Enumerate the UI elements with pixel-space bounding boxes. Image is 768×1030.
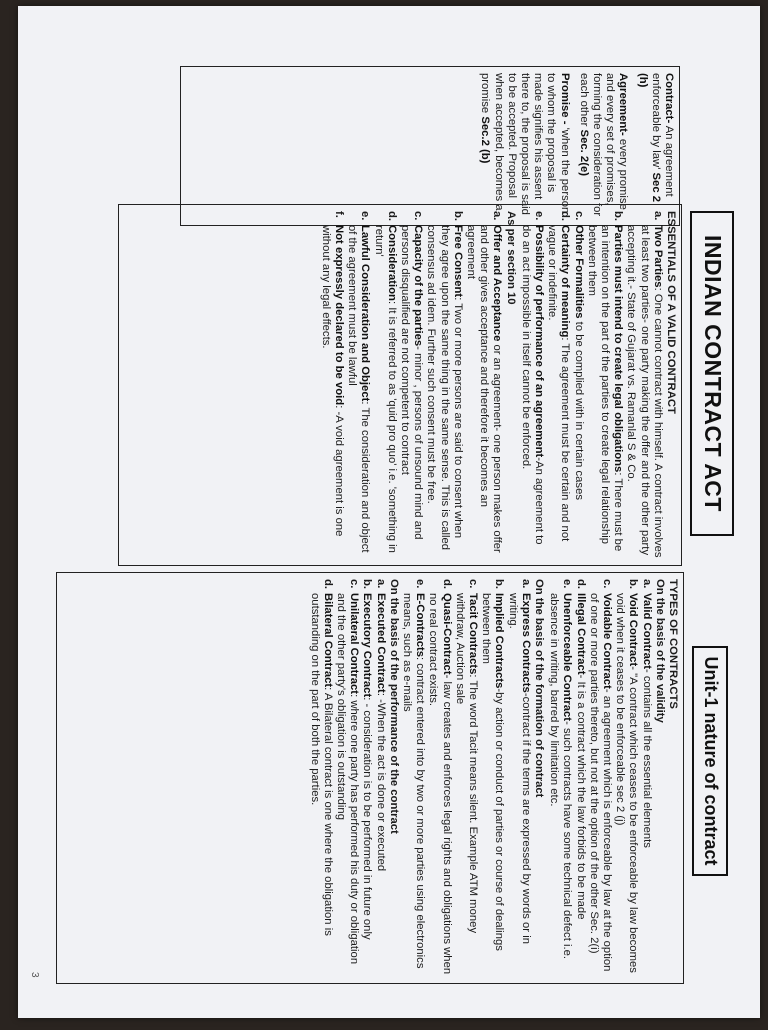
list-marker: e. — [561, 579, 574, 589]
list-text — [307, 593, 333, 977]
list-description: - It is a contract which the law forbids to be made — [574, 674, 587, 920]
list-term: Not expressly declared to be void — [332, 225, 345, 406]
definitions-box — [180, 66, 680, 226]
list-description: - an agreement which is enforceable by law at the option of one or more parties thereto, but not at the option of the other Sec. 2(i) — [587, 593, 613, 972]
list-marker: a. — [491, 211, 504, 221]
list-text — [587, 593, 613, 977]
list-marker: e. — [532, 211, 545, 221]
list-item — [571, 211, 584, 559]
validity-heading: On the basis of the validity — [653, 579, 666, 723]
list-text — [545, 225, 571, 559]
list-marker: d. — [440, 579, 453, 590]
list-term: E-Contracts — [414, 593, 427, 658]
list-item — [545, 211, 571, 559]
list-marker: b. — [361, 579, 374, 590]
list-description: : It is referred to as 'quid pro quo' i.e. 'something in return' — [372, 225, 398, 553]
list-text — [334, 593, 360, 977]
list-description: : contract entered into by two or more parties using electronics means, such as e-mails — [400, 593, 427, 969]
list-description: : -A void agreement is one without any legal effects. — [319, 225, 345, 537]
list-description: : A Bilateral contract is one where the obligation is outstanding on the part of both the parties. — [308, 593, 334, 936]
document-page — [18, 6, 760, 1018]
list-marker: b. — [451, 211, 464, 222]
list-marker: c. — [466, 579, 479, 589]
list-marker: b. — [612, 211, 625, 222]
list-item — [624, 211, 664, 559]
list-term: Possibility of performance of an agreement — [532, 225, 545, 458]
list-item — [585, 211, 625, 559]
list-term: Two Parties — [651, 225, 664, 288]
list-text — [505, 593, 531, 977]
list-text — [547, 593, 573, 977]
list-term: Other Formalities — [572, 225, 585, 319]
list-marker: d. — [321, 579, 334, 590]
list-item — [519, 211, 545, 559]
list-text — [571, 225, 584, 559]
list-description: - contains all the essential elements — [640, 668, 653, 848]
list-text — [573, 593, 586, 977]
list-term: Free Consent — [451, 225, 464, 298]
list-item — [464, 211, 504, 559]
list-item — [613, 579, 639, 977]
list-marker: a. — [651, 211, 664, 221]
list-term: Unenforceable Contract — [561, 593, 574, 722]
list-item — [505, 579, 531, 977]
list-text — [613, 593, 639, 977]
list-term: Void Contract — [627, 593, 640, 667]
list-item — [426, 579, 452, 977]
list-marker: f. — [332, 211, 345, 218]
rotated-content — [18, 6, 768, 1030]
list-description: - law creates and enforces legal rights and obligations when no real contract exists. — [427, 593, 453, 975]
promise-definition: Promise - 'when the person to whom the proposal is made signifies his assent there to, the proposal is said to be accepted. Proposal when accepted, becomes a promise Sec.2 (b) — [479, 73, 571, 215]
list-description: - "A contract which ceases to be enforceable by law becomes void when it ceases to be enforceable sec 2 (j) — [614, 593, 640, 973]
unit-title: Unit-1 nature of contract — [692, 646, 728, 876]
list-item — [307, 579, 333, 977]
essentials-box — [118, 204, 682, 566]
list-description: or an agreement- one person makes offer and other gives acceptance and therefore it becomes an agreement — [464, 225, 504, 553]
list-marker: d. — [559, 211, 572, 222]
list-description: : - consideration is to be performed in future only — [361, 697, 374, 940]
page-title: INDIAN CONTRACT ACT — [690, 211, 734, 536]
list-term: Quasi-Contract — [440, 593, 453, 675]
list-text — [453, 593, 479, 977]
list-description: : One cannot contract with himself. A contract involves at least two parties- one party making the offer and the other party accepting it.- State of Gujarat vs. Ramanlal S & Co. — [625, 225, 664, 558]
list-item — [398, 211, 424, 559]
list-item — [424, 211, 464, 559]
list-description: : There must be an intention on the part of the parties to create legal relationship between them — [585, 225, 625, 552]
list-marker: c. — [572, 211, 585, 221]
list-text — [373, 593, 386, 977]
list-text — [519, 225, 545, 559]
list-marker: c. — [600, 579, 613, 589]
performance-heading: On the basis of the performance of the contract — [387, 579, 400, 834]
list-item — [479, 579, 505, 977]
list-text — [319, 225, 345, 559]
list-term: Lawful Consideration and Object — [359, 225, 372, 402]
list-item — [639, 579, 652, 977]
list-text — [464, 225, 504, 559]
list-description: - such contracts have some technical defect i.e. absence in writing, barred by limitation etc. — [548, 593, 574, 960]
list-marker: a. — [374, 579, 387, 589]
list-term: Bilateral Contract — [321, 593, 334, 688]
list-term: Certainty of meaning — [559, 225, 572, 338]
list-item — [587, 579, 613, 977]
list-text — [624, 225, 664, 559]
list-item — [371, 211, 397, 559]
list-marker: b. — [627, 579, 640, 590]
list-item — [319, 211, 345, 559]
list-text — [639, 593, 652, 977]
list-item — [453, 579, 479, 977]
list-term: Tacit Contracts — [466, 593, 479, 675]
list-term: Implied Contracts — [493, 593, 506, 689]
list-item — [400, 579, 426, 977]
list-description: : The consideration and object of the agreement must be lawful — [346, 225, 372, 553]
list-description: -by action or conduct of parties or course of dealings between them — [480, 593, 506, 951]
list-marker: d. — [385, 211, 398, 222]
list-item — [573, 579, 586, 977]
list-term: Executory Contract — [361, 593, 374, 698]
list-text — [585, 225, 625, 559]
section10-heading: As per section 10 — [504, 211, 517, 305]
formation-heading: On the basis of the formation of contract — [532, 579, 545, 798]
list-item — [360, 579, 373, 977]
list-text — [345, 225, 371, 559]
list-marker: a. — [640, 579, 653, 589]
list-marker: c. — [412, 211, 425, 221]
list-marker: e. — [414, 579, 427, 589]
list-description: : Two or more persons are said to consent when they agree upon the same thing in the same sense. This is called consensus ad idem. Further such consent must be free. — [425, 225, 464, 551]
list-term: Valid Contract — [640, 593, 653, 669]
list-text — [360, 593, 373, 977]
list-term: Capacity of the parties — [412, 225, 425, 347]
list-text — [398, 225, 424, 559]
list-description: : where one party has performed his duty or obligation and the other party's obligation is outstanding — [334, 593, 361, 965]
list-description: : The agreement must be certain and not vague or indefinite. — [546, 225, 572, 542]
list-item — [334, 579, 360, 977]
list-marker: c. — [348, 579, 361, 589]
list-description: : The word Tacit means silent. Example ATM money withdraw, Auction sale — [453, 593, 479, 934]
list-term: Voidable Contract — [600, 593, 613, 689]
list-term: Parties must intend to create legal obligations — [612, 225, 625, 473]
list-term: Express Contracts — [519, 593, 532, 693]
list-text — [424, 225, 464, 559]
contract-definition: Contract- An agreement enforceable by law' Sec 2 (h) — [636, 73, 675, 203]
agreement-definition: Agreement- every promise and every set of promises, forming the consideration for each other Sec. 2(e) — [577, 73, 630, 217]
list-term: Unilateral Contract — [348, 593, 361, 695]
list-term: Illegal Contract — [574, 593, 587, 675]
page-number: 3 — [29, 972, 40, 978]
list-item — [345, 211, 371, 559]
list-term: Executed Contract — [374, 593, 387, 693]
list-description: to be complied with in certain cases — [572, 318, 585, 501]
list-marker: e. — [359, 211, 372, 221]
list-text — [426, 593, 452, 977]
list-text — [371, 225, 397, 559]
list-description: - minor , persons of unsound mind and persons disqualified are not competent to contract — [398, 225, 425, 540]
list-item — [547, 579, 573, 977]
list-description: : -When the act is done or executed — [374, 692, 387, 872]
list-item — [373, 579, 386, 977]
list-text — [400, 593, 426, 977]
list-marker: a. — [519, 579, 532, 589]
list-term: Consideration — [385, 225, 398, 301]
list-marker: b. — [493, 579, 506, 590]
list-description: -An agreement to do an act impossible in itself cannot be enforced. — [519, 225, 545, 545]
list-marker: d. — [574, 579, 587, 590]
list-text — [479, 593, 505, 977]
essentials-heading: ESSENTIALS OF A VALID CONTRACT — [665, 211, 677, 414]
list-description: -contract if the terms are expressed by words or in writing. — [506, 593, 532, 944]
list-term: Offer and Acceptance — [491, 225, 504, 342]
types-box — [56, 572, 684, 984]
types-heading: TYPES OF CONTRACTS — [667, 579, 679, 709]
